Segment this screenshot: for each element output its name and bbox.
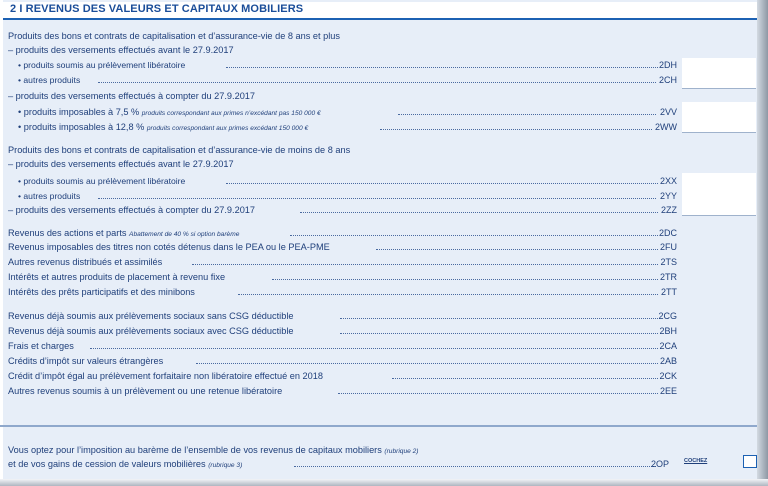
- code-2fu: 2FU: [659, 242, 677, 252]
- label-2ee: Autres revenus soumis à un prélèvement ou une retenue libératoire: [8, 386, 283, 396]
- leader-dots: [192, 264, 658, 265]
- group1-sub2-row: [0, 89, 757, 103]
- leader-dots: [294, 466, 656, 467]
- group2-heading: Produits des bons et contrats de capitalisation et d’assurance-vie de moins de 8 ans: [8, 145, 351, 155]
- page-edge-right: [757, 0, 768, 486]
- row-2tt[interactable]: [0, 285, 757, 299]
- row-2zz[interactable]: [0, 203, 757, 217]
- option-line2-row: [0, 457, 757, 471]
- label-2dc-note: Abattement de 40 % si option barème: [129, 231, 240, 238]
- group1-sub2: – produits des versements effectués à compter du 27.9.2017: [8, 91, 256, 101]
- leader-dots: [238, 294, 658, 295]
- option-line2-text: et de vos gains de cession de valeurs mobilières: [8, 459, 206, 469]
- label-2cg: Revenus déjà soumis aux prélèvements sociaux sans CSG déductible: [8, 311, 294, 321]
- section-header: [3, 2, 757, 20]
- label-2fu: Revenus imposables des titres non cotés détenus dans le PEA ou le PEA-PME: [8, 242, 330, 252]
- label-2ww-note: produits correspondant aux primes excédant 150 000 €: [146, 125, 309, 132]
- row-2dc[interactable]: [0, 226, 757, 240]
- leader-dots: [392, 378, 658, 379]
- code-2dc: 2DC: [658, 228, 677, 238]
- code-2ww: 2WW: [655, 122, 677, 132]
- row-2fu[interactable]: [0, 240, 757, 254]
- leader-dots: [290, 235, 658, 236]
- leader-dots: [98, 82, 656, 83]
- leader-dots: [272, 279, 658, 280]
- leader-dots: [340, 318, 658, 319]
- code-2ch: 2CH: [658, 75, 677, 85]
- leader-dots: [398, 114, 656, 115]
- row-2ck[interactable]: [0, 369, 757, 383]
- row-2ab[interactable]: [0, 354, 757, 368]
- code-2tr: 2TR: [659, 272, 677, 282]
- row-2xx[interactable]: [0, 174, 757, 188]
- leader-dots: [226, 67, 658, 68]
- code-2ca: 2CA: [659, 341, 677, 351]
- label-2ck: Crédit d’impôt égal au prélèvement forfaitaire non libératoire effectué en 2018: [8, 371, 323, 381]
- label-2tt: Intérêts des prêts participatifs et des minibons: [8, 287, 195, 297]
- code-2dh: 2DH: [658, 60, 677, 70]
- label-2ww-main: • produits imposables à 12,8 %: [18, 122, 145, 132]
- group1-sub1: – produits des versements effectués avant le 27.9.2017: [8, 45, 234, 55]
- label-2ts: Autres revenus distribués et assimilés: [8, 257, 163, 267]
- group2-sub1-row: [0, 157, 757, 171]
- group1-sub1-row: [0, 43, 757, 57]
- code-2ts: 2TS: [660, 257, 677, 267]
- label-2vv-note: produits correspondant aux primes n’excédant pas 150 000 €: [141, 110, 321, 117]
- row-2ca[interactable]: [0, 339, 757, 353]
- leader-dots: [226, 183, 658, 184]
- row-2vv[interactable]: [0, 105, 757, 119]
- label-2tr: Intérêts et autres produits de placement à revenu fixe: [8, 272, 226, 282]
- code-2tt: 2TT: [660, 287, 677, 297]
- label-2xx: • produits soumis au prélèvement libératoire: [18, 176, 186, 186]
- label-2dc-main: Revenus des actions et parts: [8, 228, 127, 238]
- code-2ee: 2EE: [659, 386, 677, 396]
- leader-dots: [196, 363, 658, 364]
- leader-dots: [340, 333, 658, 334]
- code-2yy: 2YY: [659, 191, 677, 201]
- label-2ch: • autres produits: [18, 75, 81, 85]
- option-2op-checkbox[interactable]: [743, 455, 757, 468]
- code-2zz: 2ZZ: [660, 205, 677, 215]
- label-2zz: – produits des versements effectués à compter du 27.9.2017: [8, 205, 256, 215]
- label-2ab: Crédits d’impôt sur valeurs étrangères: [8, 356, 164, 366]
- option-line1-text: Vous optez pour l’imposition au barème de l’ensemble de vos revenus de capitaux mobiliers: [8, 445, 382, 455]
- label-2ca: Frais et charges: [8, 341, 74, 351]
- leader-dots: [98, 198, 656, 199]
- option-line2: [8, 457, 242, 473]
- code-2op: 2OP: [650, 459, 669, 469]
- option-line1-row: [0, 443, 757, 457]
- row-2yy[interactable]: [0, 189, 757, 203]
- option-line2-note: (rubrique 3): [208, 462, 243, 469]
- row-2bh[interactable]: [0, 324, 757, 338]
- leader-dots: [300, 212, 658, 213]
- section-title: 2 I REVENUS DES VALEURS ET CAPITAUX MOBILIERS: [10, 3, 304, 15]
- label-2vv: [18, 105, 321, 121]
- code-2cg: 2CG: [658, 311, 677, 321]
- code-2xx: 2XX: [659, 176, 677, 186]
- row-2ee[interactable]: [0, 384, 757, 398]
- code-2bh: 2BH: [659, 326, 677, 336]
- option-line1-note: (rubrique 2): [384, 448, 419, 455]
- row-2cg[interactable]: [0, 309, 757, 323]
- code-2ab: 2AB: [659, 356, 677, 366]
- label-2yy: • autres produits: [18, 191, 81, 201]
- label-2bh: Revenus déjà soumis aux prélèvements sociaux avec CSG déductible: [8, 326, 294, 336]
- code-2vv: 2VV: [659, 107, 677, 117]
- group2-sub1: – produits des versements effectués avant le 27.9.2017: [8, 159, 234, 169]
- row-2ch[interactable]: [0, 73, 757, 87]
- leader-dots: [90, 348, 658, 349]
- leader-dots: [380, 129, 652, 130]
- leader-dots: [376, 249, 658, 250]
- row-2dh[interactable]: [0, 58, 757, 72]
- group1-heading: Produits des bons et contrats de capitalisation et d’assurance-vie de 8 ans et plus: [8, 31, 340, 41]
- cochez-label: COCHEZ: [684, 458, 708, 464]
- code-2ck: 2CK: [659, 371, 677, 381]
- group2-heading-row: [0, 143, 757, 157]
- label-2dh: • produits soumis au prélèvement libératoire: [18, 60, 186, 70]
- label-2ww: [18, 120, 308, 136]
- row-2tr[interactable]: [0, 270, 757, 284]
- row-2ts[interactable]: [0, 255, 757, 269]
- leader-dots: [338, 393, 658, 394]
- group1-heading-row: [0, 29, 757, 43]
- label-2vv-main: • produits imposables à 7,5 %: [18, 107, 140, 117]
- row-2ww[interactable]: [0, 120, 757, 134]
